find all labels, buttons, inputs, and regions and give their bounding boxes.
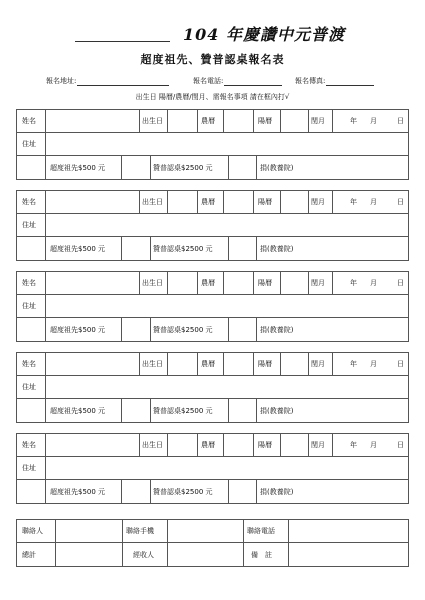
name-field[interactable] bbox=[47, 434, 139, 456]
footer-row-total bbox=[17, 543, 408, 566]
birthday-checkbox[interactable] bbox=[169, 110, 197, 132]
divider bbox=[253, 110, 254, 132]
registration-entry-2 bbox=[16, 190, 409, 261]
divider bbox=[228, 237, 229, 260]
table-fee-label: 贊普認桌$2500 元 bbox=[153, 325, 213, 334]
divider bbox=[45, 191, 46, 213]
registration-entry-1 bbox=[16, 109, 409, 180]
divider bbox=[243, 520, 244, 542]
birthday-label: 出生日 bbox=[142, 441, 163, 449]
divider bbox=[280, 191, 281, 213]
entry-row-address bbox=[17, 133, 408, 156]
donate-label: 捐(教養院) bbox=[260, 406, 294, 415]
solar-label: 陽曆 bbox=[258, 198, 272, 206]
solar-label: 陽曆 bbox=[258, 360, 272, 368]
table-fee-checkbox[interactable] bbox=[230, 399, 256, 422]
ancestor-fee-checkbox[interactable] bbox=[123, 156, 150, 179]
divider bbox=[288, 520, 289, 542]
year-label: 年 bbox=[350, 198, 357, 206]
divider bbox=[256, 318, 257, 341]
divider bbox=[228, 156, 229, 179]
entry-row-fees bbox=[17, 399, 408, 422]
leap-label: 閏月 bbox=[311, 279, 325, 287]
year-label: 年 bbox=[350, 117, 357, 125]
ancestor-fee-label: 超度祖先$500 元 bbox=[50, 244, 106, 253]
address-label: 住址 bbox=[22, 302, 36, 310]
lunar-checkbox[interactable] bbox=[225, 434, 253, 456]
name-field[interactable] bbox=[47, 110, 139, 132]
donate-label: 捐(教養院) bbox=[260, 244, 294, 253]
solar-checkbox[interactable] bbox=[282, 110, 308, 132]
registration-info bbox=[0, 76, 425, 88]
ancestor-fee-label: 超度祖先$500 元 bbox=[50, 163, 106, 172]
month-label: 月 bbox=[370, 441, 377, 449]
total-label: 總計 bbox=[22, 550, 36, 559]
divider bbox=[332, 272, 333, 294]
divider bbox=[228, 399, 229, 422]
donate-label: 捐(教養院) bbox=[260, 325, 294, 334]
contact-phone-label: 聯絡電話 bbox=[247, 527, 275, 535]
lunar-checkbox[interactable] bbox=[225, 272, 253, 294]
divider bbox=[197, 191, 198, 213]
address-label: 住址 bbox=[22, 140, 36, 148]
lunar-checkbox[interactable] bbox=[225, 191, 253, 213]
divider bbox=[308, 110, 309, 132]
ancestor-fee-label: 超度祖先$500 元 bbox=[50, 325, 106, 334]
title-underline bbox=[75, 41, 170, 42]
divider bbox=[308, 272, 309, 294]
divider bbox=[167, 520, 168, 542]
ancestor-fee-label: 超度祖先$500 元 bbox=[50, 487, 106, 496]
divider bbox=[45, 214, 46, 236]
divider bbox=[167, 110, 168, 132]
divider bbox=[45, 295, 46, 317]
divider bbox=[253, 272, 254, 294]
ancestor-fee-label: 超度祖先$500 元 bbox=[50, 406, 106, 415]
divider bbox=[139, 272, 140, 294]
divider bbox=[256, 156, 257, 179]
divider bbox=[197, 353, 198, 375]
divider bbox=[167, 353, 168, 375]
year-label: 年 bbox=[350, 279, 357, 287]
remarks-field[interactable] bbox=[290, 543, 408, 566]
solar-checkbox[interactable] bbox=[282, 191, 308, 213]
lunar-label: 農曆 bbox=[201, 360, 215, 368]
total-field[interactable] bbox=[57, 543, 122, 566]
divider bbox=[280, 272, 281, 294]
lunar-label: 農曆 bbox=[201, 279, 215, 287]
name-label: 姓名 bbox=[22, 117, 36, 125]
divider bbox=[223, 272, 224, 294]
day-label: 日 bbox=[397, 198, 404, 206]
divider bbox=[228, 318, 229, 341]
address-field[interactable] bbox=[47, 295, 407, 317]
entry-row-fees bbox=[17, 237, 408, 260]
page-title: 104 年慶讚中元普渡 bbox=[183, 25, 345, 44]
divider bbox=[55, 520, 56, 542]
month-label: 月 bbox=[370, 279, 377, 287]
divider bbox=[167, 434, 168, 456]
divider bbox=[197, 110, 198, 132]
donate-label: 捐(教養院) bbox=[260, 163, 294, 172]
donate-label: 捐(教養院) bbox=[260, 487, 294, 496]
title-row bbox=[75, 22, 365, 46]
month-label: 月 bbox=[370, 360, 377, 368]
name-label: 姓名 bbox=[22, 198, 36, 206]
name-label: 姓名 bbox=[22, 441, 36, 449]
divider bbox=[256, 237, 257, 260]
address-field[interactable] bbox=[47, 457, 407, 479]
ancestor-fee-checkbox[interactable] bbox=[123, 237, 150, 260]
divider bbox=[45, 156, 46, 179]
divider bbox=[197, 272, 198, 294]
month-label: 月 bbox=[370, 198, 377, 206]
contact-person-label: 聯絡人 bbox=[22, 527, 43, 535]
entry-row-address bbox=[17, 376, 408, 399]
divider bbox=[253, 434, 254, 456]
name-field[interactable] bbox=[47, 191, 139, 213]
divider bbox=[45, 480, 46, 503]
divider bbox=[332, 434, 333, 456]
divider bbox=[45, 376, 46, 398]
entry-row-fees bbox=[17, 318, 408, 341]
entry-row-fees bbox=[17, 480, 408, 503]
divider bbox=[256, 399, 257, 422]
divider bbox=[45, 353, 46, 375]
divider bbox=[139, 110, 140, 132]
name-label: 姓名 bbox=[22, 279, 36, 287]
divider bbox=[288, 543, 289, 566]
name-label: 姓名 bbox=[22, 360, 36, 368]
divider bbox=[122, 543, 123, 566]
entry-row-address bbox=[17, 214, 408, 237]
divider bbox=[45, 272, 46, 294]
ancestor-fee-checkbox[interactable] bbox=[123, 399, 150, 422]
divider bbox=[121, 237, 122, 260]
divider bbox=[223, 434, 224, 456]
remarks-label: 備 註 bbox=[251, 550, 272, 559]
divider bbox=[150, 480, 151, 503]
birthday-checkbox[interactable] bbox=[169, 353, 197, 375]
solar-checkbox[interactable] bbox=[282, 353, 308, 375]
divider bbox=[256, 480, 257, 503]
divider bbox=[139, 353, 140, 375]
divider bbox=[139, 434, 140, 456]
divider bbox=[280, 110, 281, 132]
table-fee-checkbox[interactable] bbox=[230, 156, 256, 179]
contact-mobile-label: 聯絡手機 bbox=[126, 527, 154, 535]
month-label: 月 bbox=[370, 117, 377, 125]
divider bbox=[45, 318, 46, 341]
birthday-checkbox[interactable] bbox=[169, 434, 197, 456]
registration-entry-4 bbox=[16, 352, 409, 423]
divider bbox=[197, 434, 198, 456]
divider bbox=[223, 353, 224, 375]
divider bbox=[223, 110, 224, 132]
lunar-checkbox[interactable] bbox=[225, 110, 253, 132]
table-fee-checkbox[interactable] bbox=[230, 480, 256, 503]
birthday-checkbox[interactable] bbox=[169, 191, 197, 213]
lunar-label: 農曆 bbox=[201, 117, 215, 125]
receiver-field[interactable] bbox=[169, 543, 243, 566]
divider bbox=[121, 399, 122, 422]
table-fee-checkbox[interactable] bbox=[230, 237, 256, 260]
entry-row-address bbox=[17, 457, 408, 480]
address-label: 住址 bbox=[22, 221, 36, 229]
divider bbox=[150, 318, 151, 341]
footer-row-contact bbox=[17, 520, 408, 543]
leap-label: 閏月 bbox=[311, 441, 325, 449]
ancestor-fee-checkbox[interactable] bbox=[123, 480, 150, 503]
leap-label: 閏月 bbox=[311, 198, 325, 206]
fax-label: 報名傳真: bbox=[295, 77, 326, 85]
address-label: 報名地址: bbox=[46, 77, 77, 85]
divider bbox=[308, 434, 309, 456]
birthday-label: 出生日 bbox=[142, 360, 163, 368]
address-field[interactable] bbox=[47, 376, 407, 398]
divider bbox=[308, 191, 309, 213]
divider bbox=[45, 110, 46, 132]
solar-label: 陽曆 bbox=[258, 117, 272, 125]
entry-row-fees bbox=[17, 156, 408, 179]
ancestor-fee-checkbox[interactable] bbox=[123, 318, 150, 341]
phone-info bbox=[193, 76, 282, 86]
solar-checkbox[interactable] bbox=[282, 272, 308, 294]
instruction-note: 出生日 陽曆/農曆/閏月、需報名事項 請在框內打√ bbox=[135, 93, 290, 101]
table-fee-label: 贊普認桌$2500 元 bbox=[153, 163, 213, 172]
divider bbox=[121, 318, 122, 341]
entry-row-address bbox=[17, 295, 408, 318]
divider bbox=[332, 191, 333, 213]
divider bbox=[280, 353, 281, 375]
birthday-label: 出生日 bbox=[142, 198, 163, 206]
year-label: 年 bbox=[350, 441, 357, 449]
divider bbox=[150, 399, 151, 422]
table-fee-label: 贊普認桌$2500 元 bbox=[153, 406, 213, 415]
birthday-label: 出生日 bbox=[142, 279, 163, 287]
contact-mobile-field[interactable] bbox=[169, 520, 243, 542]
divider bbox=[253, 191, 254, 213]
solar-label: 陽曆 bbox=[258, 279, 272, 287]
divider bbox=[150, 156, 151, 179]
fax-field[interactable] bbox=[326, 76, 374, 86]
address-label: 住址 bbox=[22, 464, 36, 472]
day-label: 日 bbox=[397, 279, 404, 287]
registration-entry-3 bbox=[16, 271, 409, 342]
table-fee-checkbox[interactable] bbox=[230, 318, 256, 341]
lunar-label: 農曆 bbox=[201, 198, 215, 206]
divider bbox=[223, 191, 224, 213]
divider bbox=[167, 543, 168, 566]
name-field[interactable] bbox=[47, 353, 139, 375]
entry-row-name bbox=[17, 272, 408, 295]
address-label: 住址 bbox=[22, 383, 36, 391]
lunar-checkbox[interactable] bbox=[225, 353, 253, 375]
day-label: 日 bbox=[397, 117, 404, 125]
divider bbox=[243, 543, 244, 566]
table-fee-label: 贊普認桌$2500 元 bbox=[153, 487, 213, 496]
solar-checkbox[interactable] bbox=[282, 434, 308, 456]
phone-field[interactable] bbox=[224, 76, 282, 86]
divider bbox=[253, 353, 254, 375]
entry-row-name bbox=[17, 434, 408, 457]
divider bbox=[45, 237, 46, 260]
address-field[interactable] bbox=[47, 214, 407, 236]
divider bbox=[280, 434, 281, 456]
day-label: 日 bbox=[397, 441, 404, 449]
address-info bbox=[46, 76, 169, 86]
table-fee-label: 贊普認桌$2500 元 bbox=[153, 244, 213, 253]
lunar-label: 農曆 bbox=[201, 441, 215, 449]
divider bbox=[121, 480, 122, 503]
divider bbox=[167, 191, 168, 213]
solar-label: 陽曆 bbox=[258, 441, 272, 449]
leap-label: 閏月 bbox=[311, 360, 325, 368]
fax-info bbox=[295, 76, 374, 86]
entry-row-name bbox=[17, 353, 408, 376]
name-field[interactable] bbox=[47, 272, 139, 294]
divider bbox=[45, 133, 46, 155]
entry-row-name bbox=[17, 110, 408, 133]
divider bbox=[308, 353, 309, 375]
contact-phone-field[interactable] bbox=[290, 520, 408, 542]
divider bbox=[332, 110, 333, 132]
address-field[interactable] bbox=[77, 76, 169, 86]
divider bbox=[45, 399, 46, 422]
footer-table bbox=[16, 519, 409, 567]
divider bbox=[55, 543, 56, 566]
divider bbox=[167, 272, 168, 294]
divider bbox=[139, 191, 140, 213]
divider bbox=[45, 457, 46, 479]
registration-entry-5 bbox=[16, 433, 409, 504]
divider bbox=[122, 520, 123, 542]
phone-label: 報名電話: bbox=[193, 77, 224, 85]
contact-person-field[interactable] bbox=[57, 520, 122, 542]
day-label: 日 bbox=[397, 360, 404, 368]
divider bbox=[150, 237, 151, 260]
divider bbox=[45, 434, 46, 456]
year-label: 年 bbox=[350, 360, 357, 368]
entry-row-name bbox=[17, 191, 408, 214]
form-subtitle: 超度祖先、贊普認桌報名表 bbox=[140, 53, 285, 66]
divider bbox=[332, 353, 333, 375]
leap-label: 閏月 bbox=[311, 117, 325, 125]
divider bbox=[121, 156, 122, 179]
divider bbox=[228, 480, 229, 503]
address-field[interactable] bbox=[47, 133, 407, 155]
receiver-label: 經收人 bbox=[133, 550, 154, 559]
birthday-label: 出生日 bbox=[142, 117, 163, 125]
birthday-checkbox[interactable] bbox=[169, 272, 197, 294]
